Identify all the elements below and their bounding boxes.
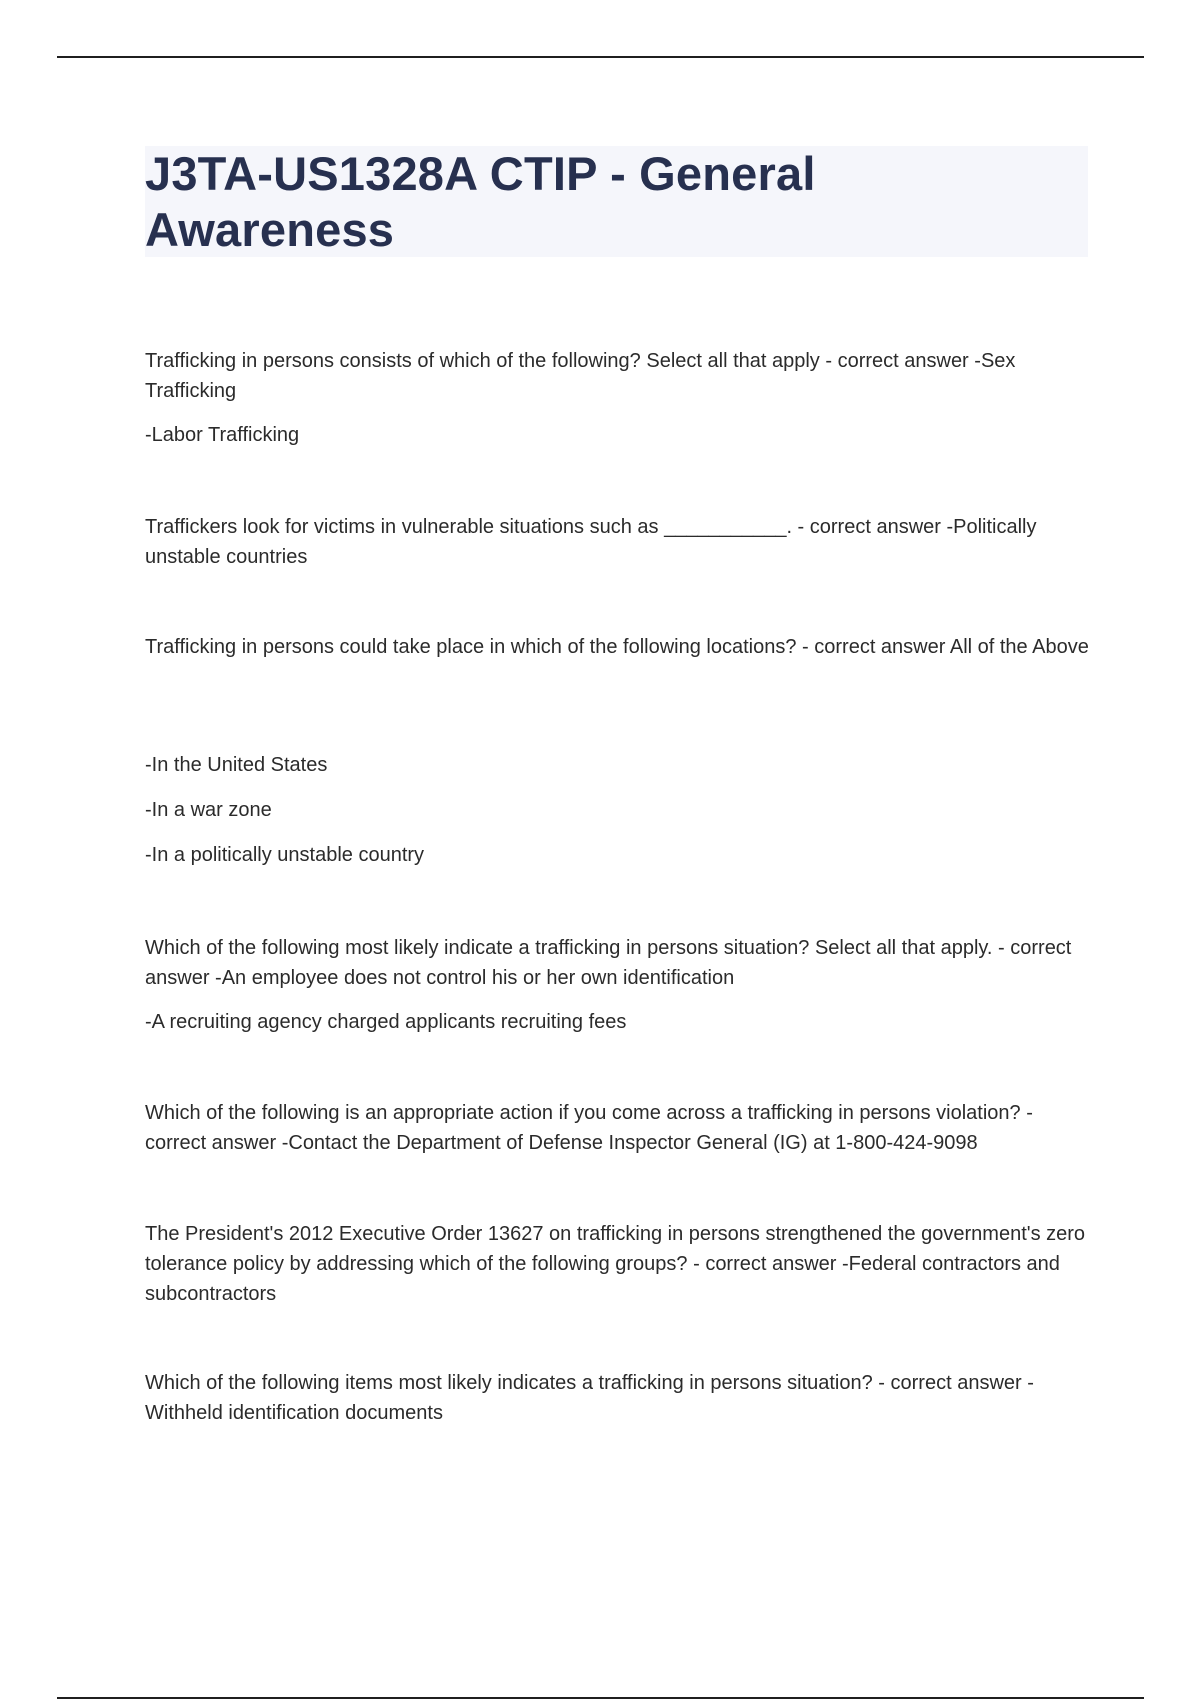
bottom-rule xyxy=(57,1697,1144,1699)
qa-text: Trafficking in persons consists of which of the following? Select all that apply - correct answer -Sex Trafficking xyxy=(145,350,1016,402)
qa-item-2 xyxy=(145,512,1090,572)
qa-item-5 xyxy=(145,1098,1090,1158)
qa-text: Trafficking in persons could take place in which of the following locations? - correct answer All of the Above xyxy=(145,636,1089,658)
qa-item-3-answers xyxy=(145,750,424,885)
qa-item-6 xyxy=(145,1219,1090,1309)
qa-text: The President's 2012 Executive Order 13627 on trafficking in persons strengthened the government's zero tolerance policy by addressing which of the following groups? - correct answer -Federal contractors and subcontractors xyxy=(145,1223,1086,1305)
qa-text: Traffickers look for victims in vulnerable situations such as ___________. - correct answer -Politically unstable countries xyxy=(145,516,1037,568)
answer-line: -Labor Trafficking xyxy=(145,424,300,446)
qa-item-7 xyxy=(145,1368,1090,1428)
qa-item-1 xyxy=(145,346,1090,450)
qa-item-3 xyxy=(145,632,1089,662)
qa-item-4 xyxy=(145,933,1090,1037)
qa-text: Which of the following items most likely indicates a trafficking in persons situation? - correct answer -Withheld identification documents xyxy=(145,1372,1034,1424)
answer-line: -In a war zone xyxy=(145,799,272,821)
answer-line: -In the United States xyxy=(145,754,328,776)
answer-line: -In a politically unstable country xyxy=(145,844,425,866)
title-block xyxy=(145,146,1088,257)
qa-text: Which of the following most likely indicate a trafficking in persons situation? Select all that apply. - correct answer -An employee does not control his or her own identification xyxy=(145,937,1072,989)
answer-line: -A recruiting agency charged applicants recruiting fees xyxy=(145,1011,627,1033)
qa-text: Which of the following is an appropriate action if you come across a trafficking in persons violation? - correct answer -Contact the Department of Defense Inspector General (IG) at 1-800-424-9098 xyxy=(145,1102,1033,1154)
document-title: J3TA-US1328A CTIP - General Awareness xyxy=(145,147,816,256)
top-rule xyxy=(57,56,1144,58)
